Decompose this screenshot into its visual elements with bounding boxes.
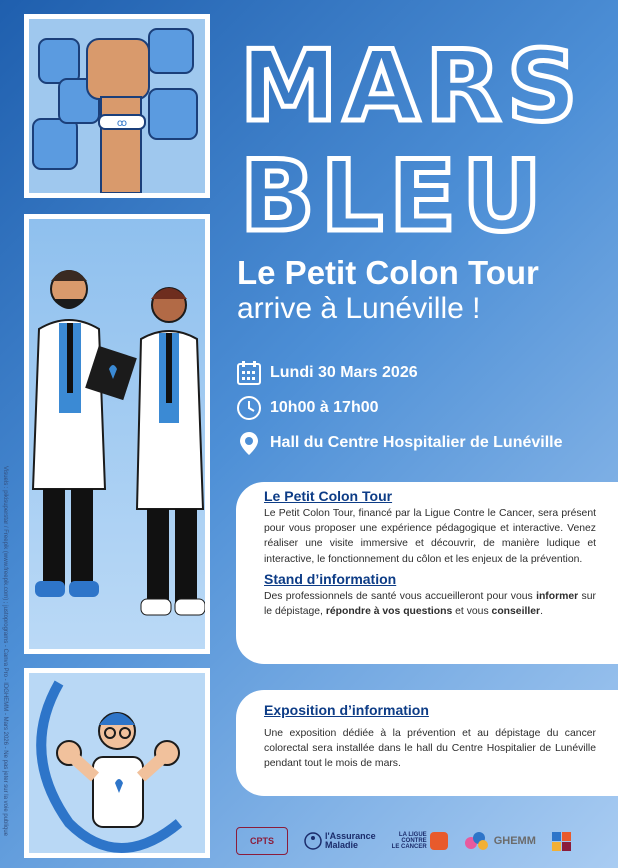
svg-text:ꝏ: ꝏ	[116, 118, 128, 129]
image-credit: Visuels : pikisuperstar / Freepik (www.freepik.com) ; justoprograms - Canva Pro - IDGHEMM - Mars 2026 - Ne pas jeter sur la voie publique	[2, 465, 8, 837]
fists-illustration	[24, 14, 210, 198]
assurance-maladie-logo: l'Assurance Maladie	[304, 832, 376, 850]
flexing-man-illustration	[24, 668, 210, 858]
card-text-stand: Des professionnels de santé vous accueilleront pour vous informer sur le dépistage, répondre à vos questions et vous conseiller.	[264, 590, 596, 618]
partner-logos	[236, 826, 596, 856]
card-text-exposition: Une exposition dédiée à la prévention et au dépistage du cancer colorectal sera installée dans le hall du Centre Hospitalier de Lunéville pendant tout le mois de mars.	[264, 728, 596, 770]
event-time-text: 10h00 à 17h00	[270, 399, 379, 416]
ligue-contre-cancer-logo: LA LIGUE CONTRE LE CANCER	[392, 832, 448, 850]
card-heading-tour: Le Petit Colon Tour	[264, 488, 393, 504]
ghemm-logo: GHEMM	[464, 831, 536, 851]
cpts-logo: CPTS	[236, 827, 288, 855]
info-card-tour	[236, 482, 618, 664]
doctors-illustration	[24, 214, 210, 654]
clock-icon	[236, 395, 262, 421]
title-line-2: BLEU	[240, 140, 548, 254]
event-place-text: Hall du Centre Hospitalier de Lunéville	[270, 434, 563, 451]
event-time	[236, 395, 379, 421]
title-line-1: MARS	[240, 30, 584, 144]
calendar-icon	[236, 360, 262, 386]
info-card-exposition	[236, 690, 618, 796]
location-pin-icon	[236, 430, 262, 456]
subheadline: arrive à Lunéville !	[237, 292, 481, 325]
event-place	[236, 430, 563, 456]
event-date	[236, 360, 418, 386]
headline: Le Petit Colon Tour	[237, 254, 539, 291]
card-heading-exposition: Exposition d’information	[264, 702, 429, 718]
event-date-text: Lundi 30 Mars 2026	[270, 364, 418, 381]
partner-square-logo	[552, 832, 571, 851]
card-heading-stand: Stand d’information	[264, 570, 397, 587]
card-text-tour: Le Petit Colon Tour, financé par la Ligue Contre le Cancer, sera présent pour vous proposer une expérience pédagogique et interactive. Venez réaliser une visite immersive et découvrir, de manière ludique et interactive, le fonctionnement du côlon et les enjeux de la prévention.	[264, 508, 596, 565]
